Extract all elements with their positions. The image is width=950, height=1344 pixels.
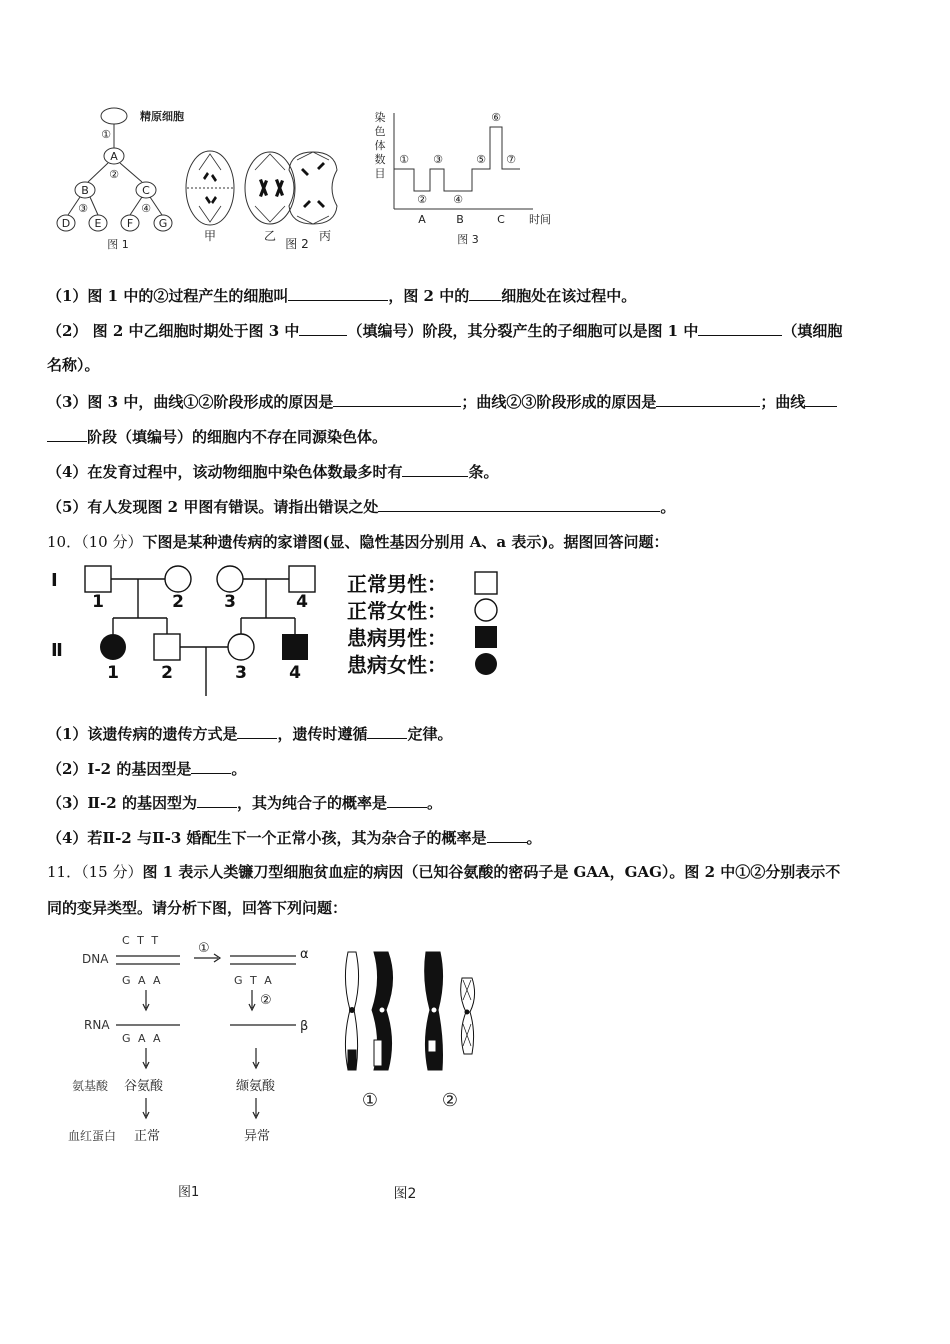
q10-item-1: （1）该遗传病的遗传方式是 ，遗传时遵循 定律。 [47, 725, 453, 743]
legend-affected-male: 患病男性： [347, 626, 447, 650]
fig-beta: β [300, 1019, 309, 1034]
fig1-node-a: A [110, 150, 118, 163]
q9-item-3: （3）图 3 中，曲线①②阶段形成的原因是 ；曲线②③阶段形成的原因是 ；曲线 [47, 392, 910, 412]
fig3-mark-4: ④ [453, 193, 463, 206]
fig3-xtick-a: A [418, 213, 426, 226]
q10-item-4: （4）若Ⅱ-2 与Ⅱ-3 婚配生下一个正常小孩，其为杂合子的概率是 。 [47, 829, 542, 847]
fig-protein-mutant: 异常 [244, 1129, 271, 1144]
q10-number: 10．（10 分） [47, 533, 143, 551]
fig-alpha: α [300, 947, 309, 962]
pedigree-ii-4: 4 [289, 663, 301, 683]
fig2-mark-1: ① [361, 1090, 379, 1111]
q9-figure-2 [185, 140, 355, 260]
fig3-mark-1: ① [399, 153, 409, 166]
pedigree-i-3: 3 [224, 592, 236, 612]
fig2-caption-q11: 图2 [393, 1186, 417, 1202]
q9-4-blank[interactable] [402, 462, 468, 477]
legend-affected-female: 患病女性： [347, 653, 447, 677]
q9-3-blank-c[interactable] [805, 392, 837, 407]
q10-stem-text: 下图是某种遗传病的家谱图(显、隐性基因分别用 A、a 表示)。据图回答问题： [142, 533, 669, 551]
fig1-node-b: B [81, 184, 89, 197]
fig-row-rna: RNA [84, 1018, 110, 1032]
q10-item-3: （3）Ⅱ-2 的基因型为 ，其为纯合子的概率是 。 [47, 794, 442, 812]
fig-mutant-bottom: G T A [234, 974, 274, 987]
q9-2-blank-a[interactable] [299, 321, 347, 336]
fig-aa-mutant: 缬氨酸 [236, 1079, 276, 1094]
fig1-step-1: ① [101, 128, 111, 141]
q11-stem-text-1: 图 1 表示人类镰刀型细胞贫血症的病因（已知谷氨酸的密码子是 GAA，GAG）。图 2 中①②分别表示不 [142, 863, 841, 881]
q11-figure-1 [60, 928, 330, 1208]
fig3-ylabel-2: 体 [374, 139, 386, 152]
fig3-mark-6: ⑥ [491, 111, 501, 124]
q10-pedigree [45, 558, 515, 703]
fig2-cell-bing: 丙 [318, 229, 332, 243]
q9-item-5: （5）有人发现图 2 甲图有错误。请指出错误之处 。 [47, 498, 676, 516]
q10-item-2: （2）Ⅰ-2 的基因型是 。 [47, 760, 247, 778]
fig3-ylabel-4: 目 [374, 167, 386, 180]
fig1-caption-q11: 图1 [178, 1185, 200, 1200]
fig1-node-g: G [158, 217, 168, 230]
q9-item-2: （2） 图 2 中乙细胞时期处于图 3 中 （填编号）阶段，其分裂产生的子细胞可以是图 1 中 （填细胞 [47, 322, 843, 340]
fig3-mark-7: ⑦ [506, 153, 516, 166]
pedigree-i-4: 4 [296, 592, 308, 612]
pedigree-ii-2: 2 [161, 663, 173, 683]
fig1-node-d: D [61, 217, 71, 230]
fig1-caption: 图 1 [107, 238, 129, 251]
fig-step-2: ② [260, 993, 272, 1008]
q9-5-blank[interactable] [378, 497, 660, 512]
q9-3-blank-a[interactable] [333, 392, 461, 407]
fig3-ylabel-0: 染 [374, 111, 386, 124]
fig2-mark-2: ② [441, 1090, 459, 1111]
q10-1-blank-a[interactable] [237, 724, 277, 739]
q9-item-3-cont: 阶段（填编号）的细胞内不存在同源染色体。 [47, 427, 910, 447]
q10-1-blank-b[interactable] [367, 724, 407, 739]
fig1-top-label: 精原细胞 [140, 110, 184, 123]
q11-figure-2 [330, 940, 500, 1210]
fig-rna: G A A [122, 1032, 163, 1045]
fig1-node-f: F [126, 217, 134, 230]
fig2-cell-yi: 乙 [263, 229, 277, 243]
pedigree-gen-1: Ⅰ [51, 570, 58, 591]
q10-stem [47, 532, 910, 552]
q11-stem-2: 同的变异类型。请分析下图，回答下列问题： [47, 899, 348, 917]
pedigree-gen-2: Ⅱ [51, 640, 63, 661]
fig-step-1: ① [198, 941, 210, 956]
fig-dna-bottom: G A A [122, 974, 163, 987]
q11-number: 11．（15 分） [47, 863, 143, 881]
fig3-ylabel-3: 数 [374, 153, 386, 166]
fig-protein-normal: 正常 [134, 1129, 161, 1144]
q9-1-blank-a[interactable] [288, 286, 388, 301]
fig1-step-2: ② [109, 168, 119, 181]
fig3-mark-3: ③ [433, 153, 443, 166]
fig3-xlabel: 时间 [529, 213, 551, 226]
q9-item-1: （1）图 1 中的②过程产生的细胞叫 ，图 2 中的 细胞处在该过程中。 [47, 287, 637, 305]
q11-stem-1 [47, 862, 910, 882]
q9-1-blank-b[interactable] [469, 286, 501, 301]
q9-item-4: （4）在发育过程中，该动物细胞中染色体数最多时有 条。 [47, 463, 499, 481]
fig1-node-c: C [142, 184, 150, 197]
fig2-caption: 图 2 [285, 237, 309, 251]
pedigree-ii-3: 3 [235, 663, 247, 683]
fig-row-protein: 血红蛋白 [68, 1129, 117, 1143]
fig3-mark-5: ⑤ [476, 153, 486, 166]
pedigree-i-2: 2 [172, 592, 184, 612]
q9-item-2-cont: 名称）。 [47, 356, 100, 374]
q10-2-blank[interactable] [191, 759, 231, 774]
q9-3-blank-c2[interactable] [47, 427, 87, 442]
q10-3-blank-a[interactable] [197, 793, 237, 808]
legend-normal-male: 正常男性： [347, 572, 447, 596]
q10-3-blank-b[interactable] [387, 793, 427, 808]
pedigree-i-1: 1 [92, 592, 104, 612]
fig1-node-e: E [94, 217, 102, 230]
fig3-xtick-c: C [497, 213, 505, 226]
pedigree-ii-1: 1 [107, 663, 119, 683]
q9-2-blank-b[interactable] [698, 321, 782, 336]
fig2-cell-jia: 甲 [203, 229, 217, 243]
fig3-mark-2: ② [417, 193, 427, 206]
q9-figure-1 [50, 100, 190, 260]
fig-row-dna: DNA [82, 952, 109, 966]
fig3-caption: 图 3 [457, 233, 479, 246]
q10-4-blank[interactable] [487, 828, 527, 843]
legend-normal-female: 正常女性： [347, 599, 447, 623]
fig-row-aa: 氨基酸 [72, 1079, 109, 1093]
fig3-xtick-b: B [456, 213, 464, 226]
q9-figure-3 [368, 105, 568, 255]
fig-aa-normal: 谷氨酸 [124, 1079, 164, 1094]
q9-3-blank-b[interactable] [656, 392, 760, 407]
fig-dna-top: C T T [122, 934, 161, 947]
fig3-ylabel-1: 色 [374, 125, 386, 138]
fig1-step-4: ④ [141, 202, 151, 215]
fig1-step-3: ③ [78, 202, 88, 215]
